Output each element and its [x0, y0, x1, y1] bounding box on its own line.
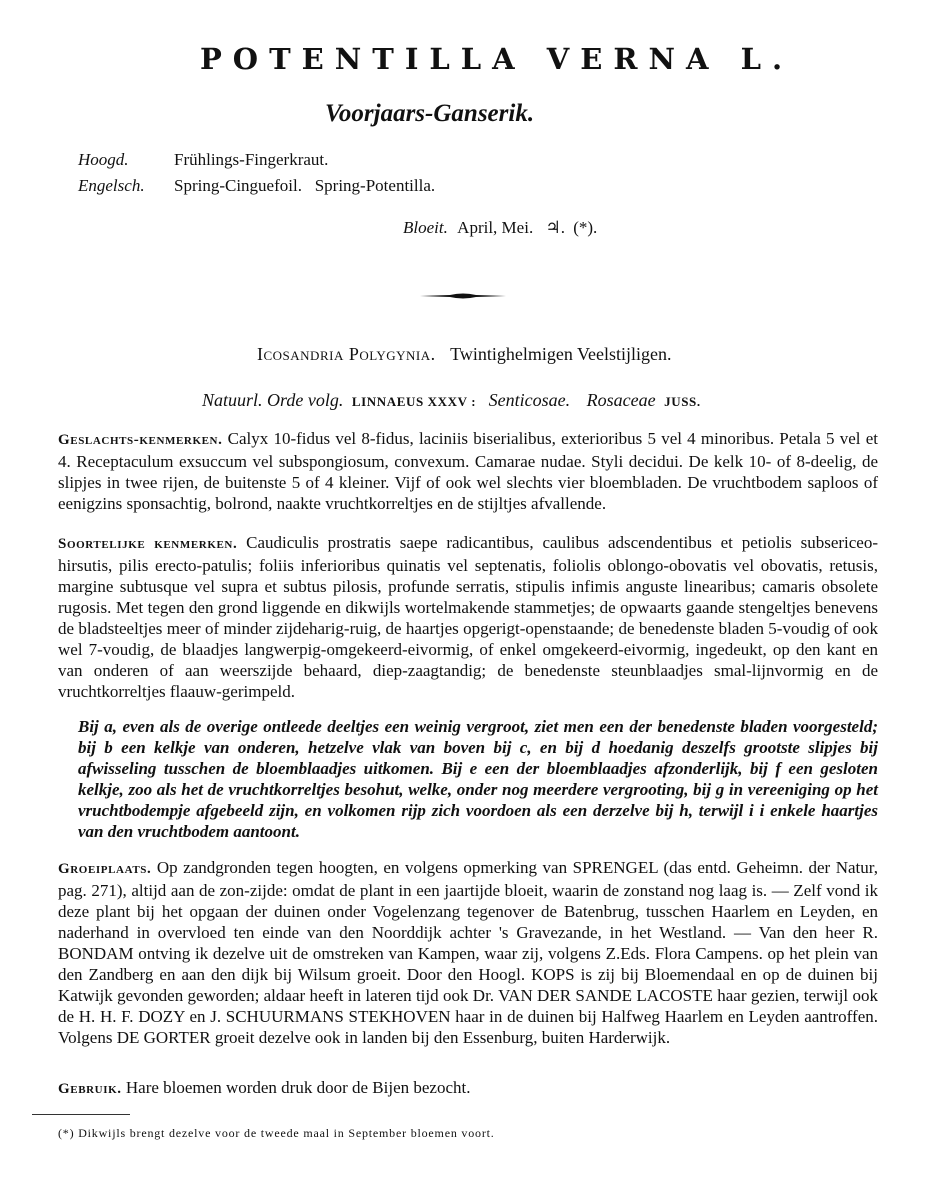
species-text: Caudiculis prostratis saepe radicantibus, caulibus adscendentibus et petiolis subsericeo-hirsutis, pilis erecto-patulis; foliis inferioribus quinatis vel septenatis, foliolis oblongo-obovatis vel obovatis, retusis, margine subtusque vel supra et subtus pilosis, profunde serratis, stipulis infimis anguste linearibus; camaris obsolete rugosis. Met tegen den grond liggende en dikwijls wortelmakende stammetjes; de opwaarts gaande stengeltjes benevens de bladsteeltjes meer of minder zijdeharig-ruig, de haartjes opgerigt-openstaande; de benedenste bladen 5-voudig of ook wel 7-voudig, de blaadjes langwerpig-omgekeerd-eivormig, of enkel omgekeerd-eivormig, ingedeukt, op den kant en van onderen of aan weerszijde behaard, diep-zaagtandig; de benedenste steunblaadjes smal-lijnvormig en de vruchtkorreltjes flaauw-gerimpeld. [58, 533, 879, 701]
jussieu-reference: JUSS. [664, 394, 701, 409]
use-label: Gebruik. [58, 1081, 122, 1097]
name-row-german [78, 150, 435, 176]
genus-label: Geslachts-kenmerken. [58, 432, 223, 448]
habitat-label: Groeiplaats. [58, 861, 152, 877]
habitat-paragraph [58, 857, 878, 1048]
footnote: (*) Dikwijls brengt dezelve voor de tweede maal in September bloemen voort. [58, 1126, 495, 1140]
footnote-reference: (*). [573, 218, 598, 237]
order-senticosae: Senticosae. [488, 390, 571, 410]
linnaeus-reference: LINNAEUS XXXV : [351, 394, 477, 409]
classification-system: Icosandria Polygynia. [257, 344, 436, 364]
footnote-rule [32, 1114, 130, 1115]
species-characteristics [58, 532, 878, 702]
language-label: Hoogd. [78, 150, 129, 169]
genus-characteristics [58, 428, 878, 514]
common-names [78, 150, 435, 202]
common-name: Spring-Cinguefoil. Spring-Potentilla. [174, 176, 436, 195]
ornament-divider [420, 292, 506, 300]
bloom-months: April, Mei. [457, 218, 534, 237]
bloom-line [403, 218, 597, 238]
bloom-label: Bloeit. [403, 218, 448, 237]
page-title: POTENTILLA VERNA L. [200, 42, 794, 76]
natural-order-line [202, 390, 701, 411]
order-rosaceae: Rosaceae [586, 390, 656, 410]
common-name: Frühlings-Fingerkraut. [174, 150, 329, 169]
use-paragraph [58, 1077, 878, 1100]
species-label: Soortelijke kenmerken. [58, 536, 238, 552]
language-label: Engelsch. [78, 176, 145, 195]
classification-line [257, 344, 672, 365]
name-row-english [78, 176, 435, 202]
habitat-text: Op zandgronden tegen hoogten, en volgens opmerking van SPRENGEL (das entd. Geheimn. der Natur, pag. 271), altijd aan de zon-zijde: omdat de plant in een jaartijde bloeit, waarin de zonstand nog laag is. — Zelf vond ik deze plant bij het opgaan der duinen onder Vogelenzang tegenover de Batenbrug, tusschen Haarlem en Leyden, en naderhand in overvloed ten einde van den Noorddijk achter 's Gravezande, in het Westland. — Van den heer R. BONDAM ontving ik dezelve uit de omstreken van Kampen, waar zij, volgens Z.Eds. Flora Campens. op het plein van den Zandberg en aan den dijk bij Wilsum groeit. Door den Hoogl. KOPS is zij bij Bloemendaal en op de duinen bij Katwijk gevonden geworden; aldaar heeft in lateren tijd ook Dr. VAN DER SANDE LACOSTE haar gezien, terwijl ook de H. H. F. DOZY en J. SCHUURMANS STEKHOVEN haar in de duinen bij Halfweg Haarlem en Leyden aantroffen. Volgens DE GORTER groeit dezelve ook in landen bij den Essenburg, buiten Harderwijk. [58, 858, 878, 1047]
order-label: Natuurl. Orde volg. [202, 390, 344, 410]
classification-dutch: Twintighelmigen Veelstijligen. [450, 344, 672, 364]
page-subtitle: Voorjaars-Ganserik. [325, 100, 535, 127]
genus-text: Calyx 10-fidus vel 8-fidus, laciniis biserialibus, exterioribus 5 vel 4 minoribus. Petala 5 vel et 4. Receptaculum exsuccum vel subspongiosum, convexum. Camarae nudae. Styli decidui. De kelk 10- of 8-deelig, de slipjes in twee rijen, de buitenste 5 of 4 kleiner. Vijf of ook wel slechts vier bloembladen. De vruchtbodem saploos of eenigzins sponsachtig, bolrond, naakte vruchtkorreltjes en de stijltjes afvallende. [58, 429, 878, 513]
perennial-symbol: ♃. [545, 218, 565, 237]
figure-explanation: Bij a, even als de overige ontleede deeltjes een weinig vergroot, ziet men een der benedenste bladen voorgesteld; bij b een kelkje van onderen, hetzelve vlak van boven bij c, en bij d hoedanig deszelfs grootste slipjes bij afwisseling tusschen de bloemblaadjes uitkomen. Bij e een der bloemblaadjes afzonderlijk, bij f een gesloten kelkje, zoo als het de vruchtkorreltjes besohut, welke, onder nog meerdere vergrooting, bij g in vereeniging op het vruchtbodempje afgebeeld zijn, en volkomen rijp zich voordoen als een derzelve bij h, terwijl i i enkele haartjes van den vruchtbodem aantoont. [78, 717, 878, 841]
use-text: Hare bloemen worden druk door de Bijen bezocht. [125, 1078, 471, 1097]
